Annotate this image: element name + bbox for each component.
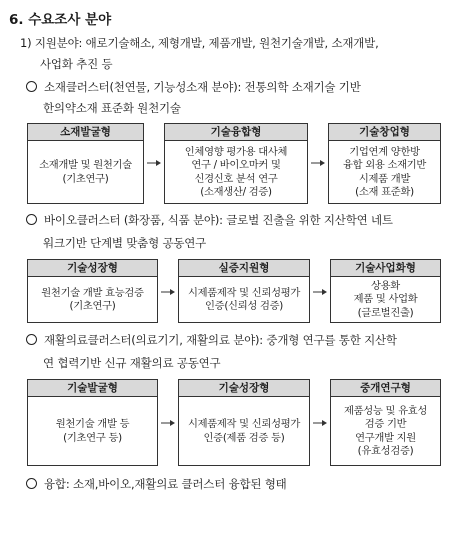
stage-title: 기술발굴형: [28, 380, 157, 397]
stage-description: 상용화 제품 및 사업화 (글로벌진출): [353, 279, 418, 319]
stage-title: 소재발굴형: [28, 124, 143, 141]
cluster-1-stage-3-box: [328, 123, 441, 204]
arrow-right-icon: [147, 159, 161, 167]
cluster-2-stage-2-box: [178, 259, 310, 323]
cluster-1-line-1: 소재클러스터(천연물, 기능성소재 분야): 전통의학 소재기술 기반: [26, 79, 361, 95]
stage-title: 기술사업화형: [331, 260, 440, 277]
cluster-3-line-1: 재활의료클러스터(의료기기, 재활의료 분야): 중개형 연구를 통한 지산학: [26, 332, 397, 348]
stage-description: 시제품제작 및 신뢰성평가 인증(신뢰성 검증): [187, 286, 301, 312]
cluster-1-line-2: 한의약소재 표준화 원천기술: [43, 101, 181, 115]
cluster-3-line-2: 연 협력기반 신규 재활의료 공동연구: [43, 356, 221, 370]
cluster-3-stage-3-box: [330, 379, 441, 466]
arrow-right-icon: [161, 419, 175, 427]
stage-title: 기술성장형: [28, 260, 157, 277]
cluster-3-stage-1-box: [27, 379, 158, 466]
cluster-2-stage-1-box: [27, 259, 158, 323]
cluster-2-line-2: 워크기반 단계별 맞춤형 공동연구: [43, 236, 207, 250]
stage-description: 인체영향 평가용 대사체 연구 / 바이오마커 및 신경신호 분석 연구 (소재생산/ 검증): [184, 145, 288, 198]
stage-description: 소재개발 및 원천기술 (기초연구): [39, 159, 132, 185]
cluster-2-line-1: 바이오클러스터 (화장품, 식품 분야): 글로벌 진출을 위한 지산학연 네트: [26, 212, 393, 228]
circle-bullet-icon: [26, 478, 37, 489]
stage-description: 시제품제작 및 신뢰성평가 인증(제품 검증 등): [187, 418, 301, 444]
stage-description: 원천기술 개발 등 (기초연구 등): [55, 418, 130, 444]
stage-title: 기술융합형: [165, 124, 307, 141]
cluster-2-stage-3-box: [330, 259, 441, 323]
stage-description: 제품성능 및 유효성 검증 기반 연구개발 지원 (유효성검증): [343, 404, 428, 457]
arrow-right-icon: [161, 288, 175, 296]
intro-line-2: 사업화 추진 등: [40, 57, 113, 71]
cluster-3-stage-2-box: [178, 379, 310, 466]
arrow-right-icon: [311, 159, 325, 167]
circle-bullet-icon: [26, 214, 37, 225]
stage-title: 기술성장형: [179, 380, 309, 397]
stage-description: 기업연계 양한방 융합 외용 소재기반 시제품 개발 (소재 표준화): [342, 145, 427, 198]
arrow-right-icon: [313, 419, 327, 427]
stage-title: 실증지원형: [179, 260, 309, 277]
section-heading: 6. 수요조사 분야: [9, 12, 112, 28]
stage-title: 중개연구형: [331, 380, 440, 397]
cluster-1-stage-1-box: [27, 123, 144, 204]
stage-title: 기술창업형: [329, 124, 440, 141]
cluster-1-stage-2-box: [164, 123, 308, 204]
arrow-right-icon: [313, 288, 327, 296]
stage-description: 원천기술 개발 효능검증 (기초연구): [41, 286, 144, 312]
circle-bullet-icon: [26, 334, 37, 345]
intro-line-1: 1) 지원분야: 애로기술해소, 제형개발, 제품개발, 원천기술개발, 소재개발,: [20, 36, 379, 50]
circle-bullet-icon: [26, 81, 37, 92]
fusion-line: 융합: 소재,바이오,재활의료 클러스터 융합된 형태: [26, 476, 287, 492]
